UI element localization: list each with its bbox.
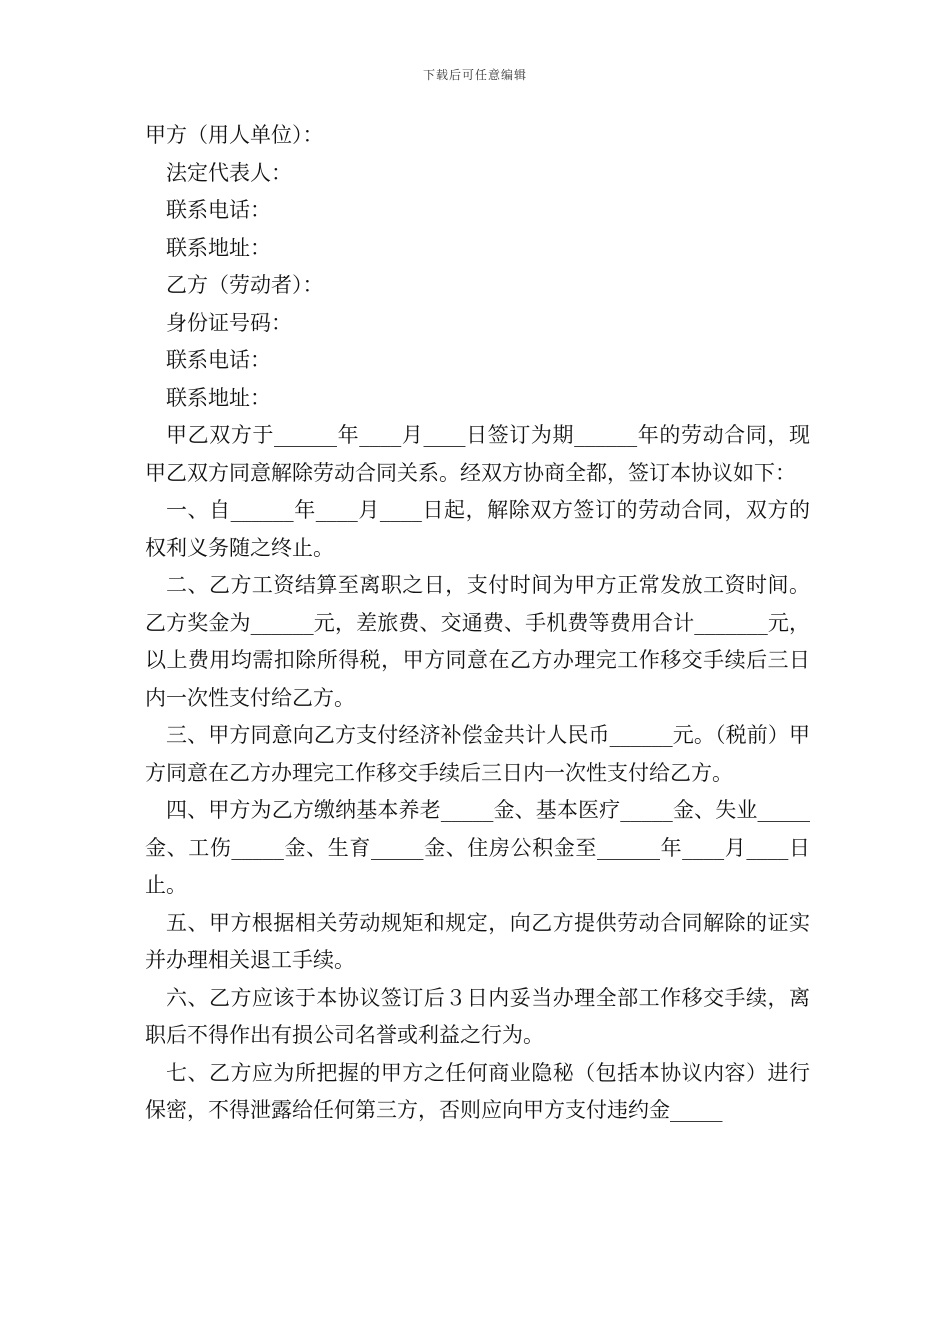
party-a-address: 联系地址： <box>166 235 271 260</box>
clause-7: 七、乙方应为所把握的甲方之任何商业隐秘（包括本协议内容）进行保密，不得泄露给任何第三方，否则应向甲方支付违约金_____ <box>145 1060 810 1122</box>
contract-body <box>145 117 810 1130</box>
clause-4: 四、甲方为乙方缴纳基本养老_____金、基本医疗_____金、失业_____金、工伤_____金、生育_____金、住房公积金至______年____月____日止。 <box>145 798 810 897</box>
clause-1: 一、自______年____月____日起，解除双方签订的劳动合同，双方的权利义务随之终止。 <box>145 498 810 560</box>
clause-5: 五、甲方根据相关劳动规矩和规定，向乙方提供劳动合同解除的证实并办理相关退工手续。 <box>145 910 810 972</box>
clause-3: 三、甲方同意向乙方支付经济补偿金共计人民币______元。（税前）甲方同意在乙方办理完工作移交手续后三日内一次性支付给乙方。 <box>145 723 810 785</box>
party-b-address: 联系地址： <box>166 385 271 410</box>
party-a-phone: 联系电话： <box>166 198 271 222</box>
clause-2: 二、乙方工资结算至离职之日，支付时间为甲方正常发放工资时间。乙方奖金为______元，差旅费、交通费、手机费等费用合计_______元，以上费用均需扣除所得税，甲方同意在乙方办理完工作移交手续后三日内一次性支付给乙方。 <box>145 573 810 710</box>
party-a-title: 甲方（用人单位）： <box>145 123 324 147</box>
intro-paragraph: 甲乙双方于______年____月____日签订为期______年的劳动合同，现甲乙双方同意解除劳动合同关系。经双方协商全都，签订本协议如下： <box>145 423 810 485</box>
header-note: 下载后可任意编辑 <box>422 68 527 82</box>
party-b-id-number: 身份证号码： <box>166 310 292 335</box>
party-b-title: 乙方（劳动者）： <box>166 273 324 297</box>
clause-6: 六、乙方应该于本协议签订后３日内妥当办理全部工作移交手续，离职后不得作出有损公司名誉或利益之行为。 <box>145 985 810 1047</box>
party-b-phone: 联系电话： <box>166 348 271 372</box>
party-a-representative: 法定代表人： <box>166 160 292 185</box>
